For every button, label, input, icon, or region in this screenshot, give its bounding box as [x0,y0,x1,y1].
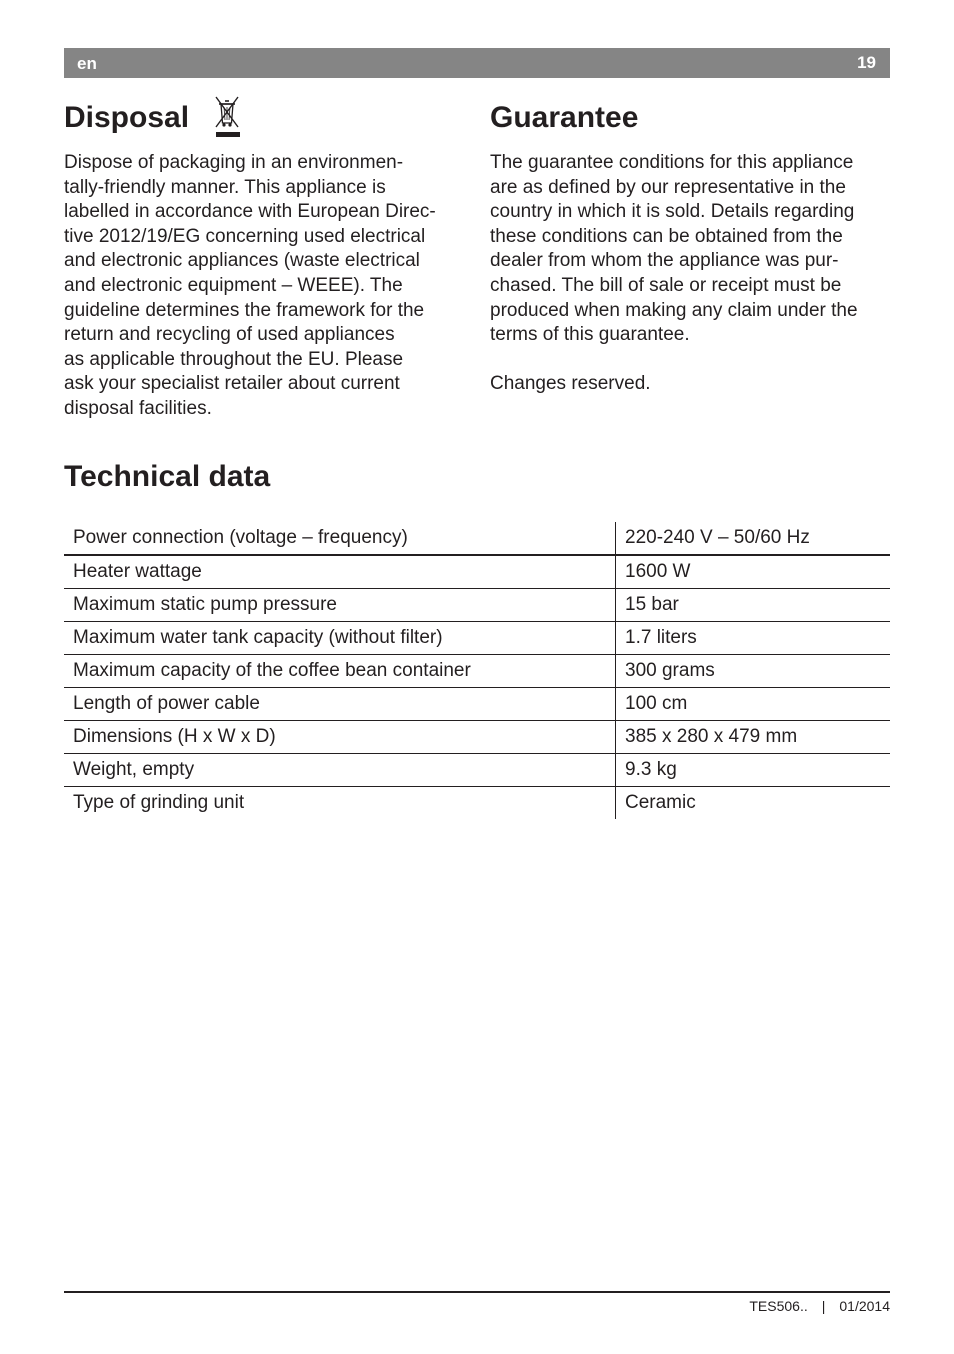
disposal-text: Dispose of packaging in an environmen- tally-friendly manner. This appliance is labelled in accordance with European Direc- tive 2012/19/EG concerning used electrical and electronic appliances (waste electrical and electronic equipment – WEEE). The guideline determines the framework for the return and recycling of used appliances as applicable throughout the EU. Please ask your specialist retailer about current disposal facilities. [64,152,436,419]
spec-label: Dimensions (H x W x D) [64,721,616,754]
spec-value: 1.7 liters [616,622,891,655]
spec-label: Maximum static pump pressure [64,589,616,622]
guarantee-title: Guarantee [490,101,639,134]
spec-value: 9.3 kg [616,754,891,787]
spec-value: 15 bar [616,589,891,622]
footer [749,1298,890,1314]
technical-data-table [64,522,890,819]
table-row [64,754,890,787]
footer-divider [64,1291,890,1293]
spec-label: Weight, empty [64,754,616,787]
publication-date: 01/2014 [839,1298,890,1314]
table-row [64,721,890,754]
page-number: 19 [857,53,876,72]
technical-data-title: Technical data [64,460,271,493]
spec-value: Ceramic [625,792,696,813]
table-row [64,688,890,721]
spec-value: 1600 W [616,555,891,589]
spec-value: 220-240 V – 50/60 Hz [616,522,891,555]
weee-crossed-bin-icon [213,94,243,139]
spec-label: Maximum water tank capacity (without filter) [64,622,616,655]
table-row [64,589,890,622]
table-row [64,555,890,589]
spec-label: Type of grinding unit [64,787,616,820]
header-bar [64,48,890,78]
table-row [64,655,890,688]
spec-value: 385 x 280 x 479 mm [616,721,891,754]
spec-value: 100 cm [616,688,891,721]
footer-separator: | [821,1298,826,1314]
changes-reserved-text: Changes reserved. [490,373,651,394]
table-row [64,787,890,820]
spec-label: Power connection (voltage – frequency) [64,522,616,555]
disposal-title: Disposal [64,101,190,134]
guarantee-text: The guarantee conditions for this appliance are as defined by our representative in the country in which it is sold. Details regarding these conditions can be obtained from the dealer from whom the appliance was pur- chased. The bill of sale or receipt must be produced when making any claim under the terms of this guarantee. [490,152,858,346]
spec-label: Maximum capacity of the coffee bean container [64,655,616,688]
table-row [64,522,890,555]
spec-label: Length of power cable [64,688,616,721]
model-number: TES506.. [749,1298,808,1314]
spec-value: 300 grams [616,655,891,688]
spec-label: Heater wattage [64,555,616,589]
table-row [64,622,890,655]
language-code: en [77,54,97,73]
